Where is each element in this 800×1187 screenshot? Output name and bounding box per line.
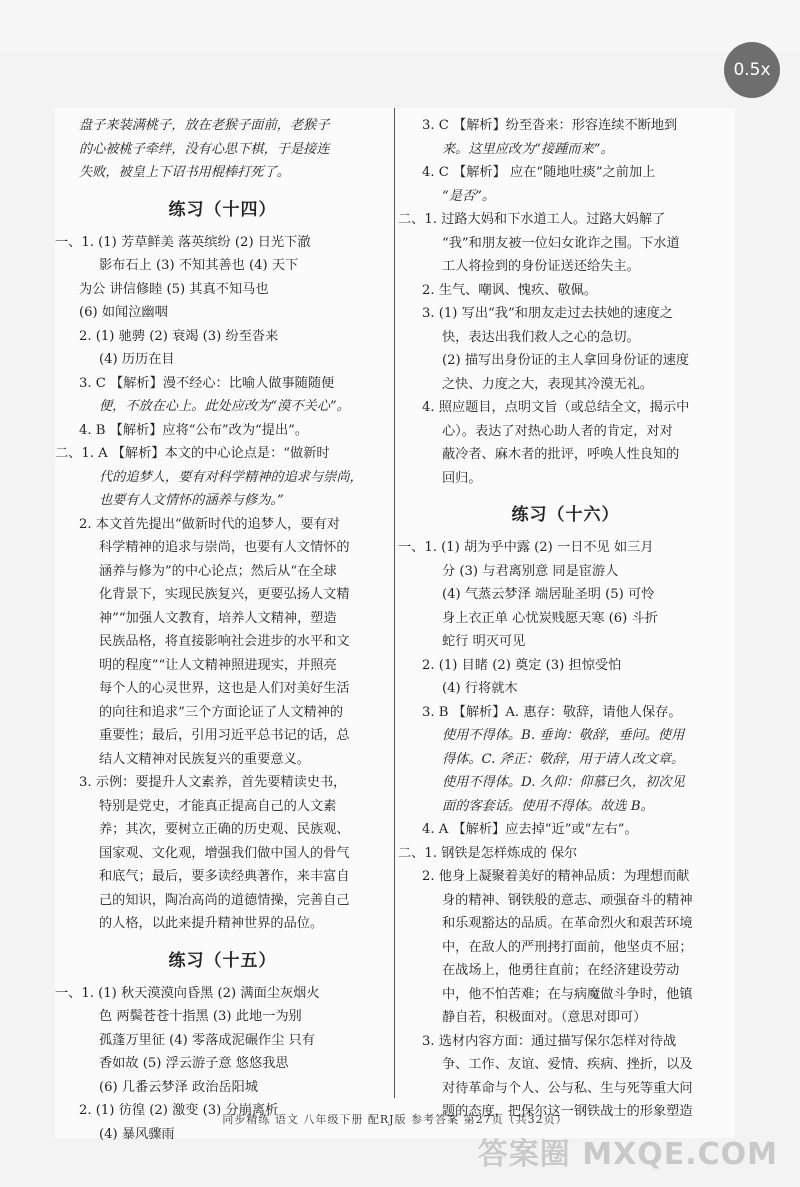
answer-line: 民族品格，将直接影响社会进步的水平和文	[99, 634, 350, 649]
answer-line: 4. 照应题目，点明文旨（或总结全文，揭示中	[422, 400, 690, 415]
answer-line: 2. 他身上凝聚着美好的精神品质：为理想而献	[422, 869, 690, 884]
answer-line: 中，他不怕苦难；在与病魔做斗争时，他镇	[442, 986, 693, 1002]
answer-line: 2. (1) 彷徨 (2) 激变 (3) 分崩离析	[79, 1103, 279, 1118]
right-continuation-block	[398, 114, 733, 490]
section-heading-exercise-14: 练习（十四）	[168, 199, 277, 220]
section-heading-exercise-16: 练习（十六）	[511, 505, 620, 525]
exercise-14-answers	[55, 231, 390, 936]
answer-line: 2. 本文首先提出“做新时代的追梦人，要有对	[79, 516, 340, 532]
answer-line: 3. (1) 写出“我”和朋友走过去扶她的速度之	[422, 306, 673, 321]
answer-line: 蔽冷者、麻木者的批评，呼唤人性良知的	[442, 447, 680, 462]
answer-line: 2. 生气、嘲讽、愧疚、敬佩。	[422, 282, 598, 298]
answer-line: 心）。表达了对热心助人者的肯定，对对	[442, 423, 673, 439]
exercise-16-answers	[398, 536, 733, 1124]
left-column	[55, 114, 390, 1146]
answer-line: 代的追梦人，要有对科学精神的追求与崇尚，	[99, 469, 363, 485]
answer-line: “我”和朋友被一位妇女讹诈之围。下水道	[442, 235, 680, 251]
answer-line: (6) 如闻泣幽咽	[79, 305, 168, 320]
answer-line: 一、1. (1) 芳草鲜美 落英缤纷 (2) 日光下澈	[55, 234, 311, 250]
zoom-level-badge[interactable]: 0.5x	[724, 42, 780, 98]
answer-line: 3. C 【解析】纷至沓来：形容连续不断地到	[422, 118, 678, 133]
answer-line: 4. B 【解析】应将“公布”改为“提出”。	[79, 422, 309, 438]
answer-line: 使用不得体。D. 久仰：仰慕已久，初次见	[442, 775, 685, 790]
answer-line: 之快、力度之大，表现其冷漠无礼。	[442, 376, 653, 392]
answer-line: 题的态度，把保尔这一钢铁战士的形象塑造	[442, 1104, 693, 1119]
answer-line: 4. A 【解析】应去掉“近”或“左右”。	[422, 822, 638, 837]
answer-line: 特别是党史，才能真正提高自己的人文素	[99, 798, 337, 814]
answer-line: 神”“加强人文教育，培养人文精神，塑造	[99, 610, 337, 626]
page-footer: 同步精练 语文 八年级下册 配RJ版 参考答案 第27页（共32页）	[222, 1113, 568, 1126]
answer-line: 和乐观豁达的品质。在革命烈火和艰苦环境	[442, 916, 693, 931]
answer-line: 二、1. 过路大妈和下水道工人。过路大妈解了	[398, 212, 666, 227]
answer-line: 身上衣正单 心忧炭贱愿天寒 (6) 斗折	[442, 610, 658, 626]
answer-line: 3. C 【解析】漫不经心：比喻人做事随随便	[79, 375, 335, 391]
right-column	[398, 114, 733, 1124]
answer-line: 一、1. (1) 胡为乎中露 (2) 一日不见 如三月	[398, 540, 654, 555]
answer-line: 科学精神的追求与崇尚，也要有人文情怀的	[99, 540, 350, 555]
answer-line: 失败，被皇上下诏书用棍棒打死了。	[79, 165, 290, 180]
answer-line: (4) 行将就木	[442, 681, 518, 696]
answer-line: 二、1. 钢铁是怎样炼成的 保尔	[398, 845, 578, 861]
answer-line: 对待革命与个人、公与私、生与死等重大问	[442, 1080, 693, 1096]
answer-line: 面的客套话。使用不得体。故选 B。	[442, 798, 654, 814]
answer-line: 分 (3) 与君离别意 同是宦游人	[442, 563, 619, 579]
answer-line: 香如故 (5) 浮云游子意 悠悠我思	[99, 1056, 289, 1071]
answer-line: (2) 描写出身份证的主人拿回身份证的速度	[442, 353, 690, 368]
answer-line: (6) 几番云梦泽 政治岳阳城	[99, 1079, 258, 1095]
answer-line: 使用不得体。B. 垂询：敬辞，垂问。使用	[442, 728, 685, 743]
answer-line: 明的程度”“让人文精神照进现实，并照亮	[99, 657, 337, 673]
answer-line: 工人将捡到的身份证送还给失主。	[442, 259, 640, 274]
answer-line: 3. B 【解析】A. 惠存：敬辞，请他人保存。	[422, 704, 682, 720]
answer-line: 3. 选材内容方面：通过描写保尔怎样对待战	[422, 1033, 677, 1049]
answer-line: (4) 气蒸云梦泽 端居耻圣明 (5) 可怜	[442, 587, 655, 602]
viewer-top-bar	[0, 0, 800, 52]
answer-line: (4) 暴风骤雨	[99, 1126, 175, 1142]
answer-line: 色 两鬓苍苍十指黑 (3) 此地一为别	[99, 1009, 302, 1024]
answer-page	[55, 108, 735, 1142]
site-watermark: 答案圈 MXQE.COM	[477, 1137, 778, 1172]
answer-line: 己的知识，陶冶高尚的道德情操，完善自己	[99, 892, 350, 908]
answer-line: 中，在敌人的严刑拷打面前，他坚贞不屈；	[442, 939, 693, 955]
answer-line: 得体。C. 斧正：敬辞，用于请人改文章。	[442, 751, 685, 767]
answer-line: 来。这里应改为“接踵而来”。	[442, 141, 614, 157]
answer-line: 也要有人文情怀的涵养与修为。”	[99, 493, 284, 508]
answer-line: 3. 示例：要提升人文素养，首先要精读史书，	[79, 775, 347, 790]
answer-line: 涵养与修为”的中心论点；然后从“在全球	[99, 563, 337, 579]
answer-line: 盘子来装满桃子，放在老猴子面前，老猴子	[79, 118, 330, 133]
answer-line: 一、1. (1) 秋天漠漠向昏黑 (2) 满面尘灰烟火	[55, 985, 320, 1001]
answer-line: 2. (1) 驰骋 (2) 衰竭 (3) 纷至沓来	[79, 328, 279, 344]
answer-line: 的人格，以此来提升精神世界的品位。	[99, 916, 324, 931]
answer-line: 国家观、文化观，增强我们做中国人的骨气	[99, 845, 350, 861]
answer-line: 快，表达出我们救人之心的急切。	[442, 329, 640, 345]
section-heading-exercise-15: 练习（十五）	[168, 950, 277, 971]
answer-line: 便，不放在心上。此处应改为“漠不关心”。	[99, 399, 350, 414]
answer-line: 养；其次，要树立正确的历史观、民族观、	[99, 822, 350, 837]
answer-line: 蛇行 明灭可见	[442, 634, 526, 649]
answer-line: 和底气；最后，要多读经典著作，来丰富自	[99, 869, 350, 884]
answer-line: 2. (1) 目睹 (2) 奠定 (3) 担惊受怕	[422, 657, 622, 673]
answer-line: 静自若，积极面对。（意思对即可）	[442, 1010, 647, 1025]
answer-line: 为公 讲信修睦 (5) 其真不知马也	[79, 281, 269, 297]
answer-line: 重要性；最后，引用习近平总书记的话，总	[99, 728, 350, 743]
answer-line: 孤蓬万里征 (4) 零落成泥碾作尘 只有	[99, 1032, 315, 1048]
column-divider	[394, 108, 395, 1098]
answer-line: 二、1. A 【解析】本文的中心论点是：“做新时	[55, 446, 330, 461]
answer-line: 4. C 【解析】 应在“随地吐痰”之前加上	[422, 165, 656, 180]
answer-line: “是否”。	[442, 188, 496, 204]
answer-line: 的心被桃子牵绊，没有心思下棋，于是接连	[79, 141, 330, 157]
answer-line: 每个人的心灵世界，这也是人们对美好生活	[99, 681, 350, 696]
answer-line: 的向往和追求”三个方面论证了人文精神的	[99, 704, 344, 720]
answer-line: 化背景下，实现民族复兴，更要弘扬人文精	[99, 587, 350, 602]
left-continuation-block	[55, 114, 390, 185]
answer-line: 身的精神、钢铁般的意志、顽强奋斗的精神	[442, 892, 693, 908]
answer-line: 争、工作、友谊、爱情、疾病、挫折，以及	[442, 1057, 693, 1072]
answer-line: 在战场上，他勇往直前；在经济建设劳动	[442, 963, 680, 978]
answer-line: 回归。	[442, 470, 482, 486]
answer-line: 结人文精神对民族复兴的重要意义。	[99, 751, 310, 767]
answer-line: 影布石上 (3) 不知其善也 (4) 天下	[99, 258, 299, 273]
answer-line: (4) 历历在目	[99, 352, 175, 367]
